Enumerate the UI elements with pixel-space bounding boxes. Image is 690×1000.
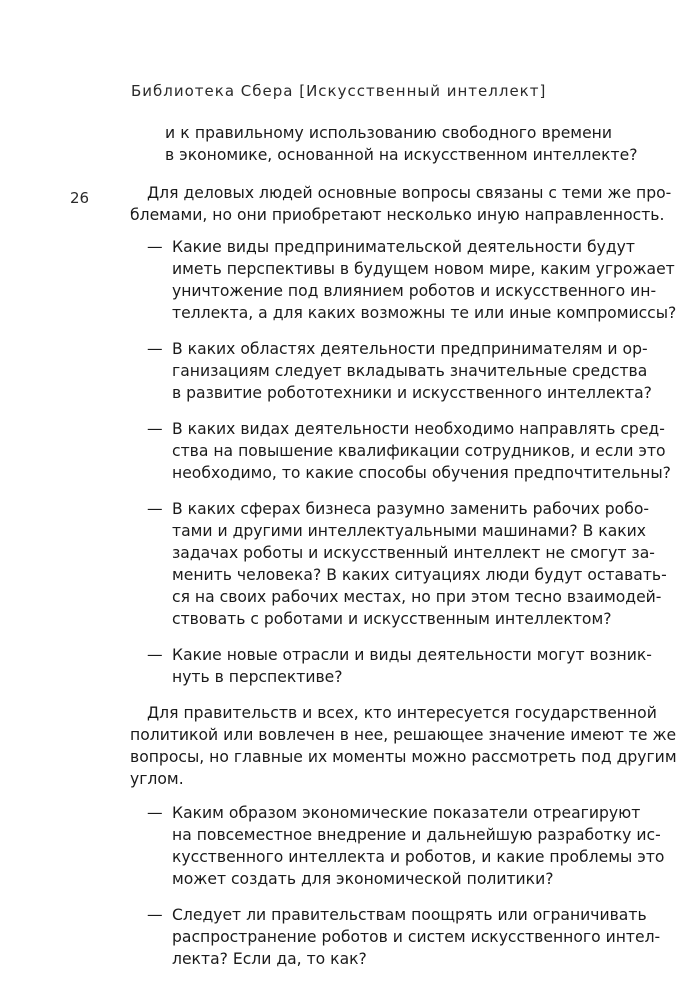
page-body	[130, 122, 677, 984]
dash-marker: —	[147, 646, 163, 664]
text-line: блемами, но они приобретают несколько иную направленность.	[130, 206, 665, 224]
text-line: может создать для экономической политики?	[172, 870, 554, 888]
running-header: Библиотека Сбера [Искусственный интеллект]	[131, 82, 547, 100]
list-item	[147, 338, 652, 404]
text-line: Каким образом экономические показатели отреагируют	[172, 804, 641, 822]
dash-marker: —	[147, 500, 163, 518]
text-line: ствовать с роботами и искусственным интеллектом?	[172, 610, 612, 628]
text-line: уничтожение под влиянием роботов и искусственного ин-	[172, 282, 657, 300]
text-line: В каких сферах бизнеса разумно заменить рабочих робо-	[172, 500, 649, 518]
dash-marker: —	[147, 238, 163, 256]
dash-marker: —	[147, 906, 163, 924]
text-line: вопросы, но главные их моменты можно рассмотреть под другим	[130, 748, 677, 766]
dash-marker: —	[147, 804, 163, 822]
text-line: ся на своих рабочих местах, но при этом тесно взаимодей-	[172, 588, 662, 606]
list-item	[147, 644, 652, 688]
text-line: в экономике, основанной на искусственном интеллекте?	[165, 146, 638, 164]
list-item	[147, 498, 667, 630]
list-item	[147, 418, 671, 484]
text-line: кусственного интеллекта и роботов, и какие проблемы это	[172, 848, 665, 866]
text-line: В каких видах деятельности необходимо направлять сред-	[172, 420, 665, 438]
list-item	[147, 904, 661, 970]
text-line: и к правильному использованию свободного времени	[165, 124, 612, 142]
text-line: Какие новые отрасли и виды деятельности могут возник-	[172, 646, 652, 664]
text-line: углом.	[130, 770, 184, 788]
continuation-paragraph	[147, 122, 638, 166]
text-line: Для деловых людей основные вопросы связаны с теми же про-	[147, 184, 672, 202]
text-line: Какие виды предпринимательской деятельности будут	[172, 238, 635, 256]
text-line: лекта? Если да, то как?	[172, 950, 367, 968]
text-line: политикой или вовлечен в нее, решающее значение имеют те же	[130, 726, 677, 744]
text-line: менить человека? В каких ситуациях люди будут оставать-	[172, 566, 667, 584]
list-item	[147, 236, 677, 324]
text-line: ства на повышение квалификации сотрудников, и если это	[172, 442, 666, 460]
text-line: нуть в перспективе?	[172, 668, 343, 686]
dash-marker: —	[147, 340, 163, 358]
text-line: ганизациям следует вкладывать значительные средства	[172, 362, 648, 380]
paragraph-business	[130, 182, 672, 226]
text-line: Следует ли правительствам поощрять или ограничивать	[172, 906, 647, 924]
text-line: тами и другими интеллектуальными машинами? В каких	[172, 522, 647, 540]
dash-marker: —	[147, 420, 163, 438]
text-line: распространение роботов и систем искусственного интел-	[172, 928, 661, 946]
text-line: в развитие робототехники и искусственного интеллекта?	[172, 384, 652, 402]
paragraph-government	[130, 702, 677, 790]
text-line: на повсеместное внедрение и дальнейшую разработку ис-	[172, 826, 661, 844]
text-line: Для правительств и всех, кто интересуется государственной	[147, 704, 657, 722]
text-line: В каких областях деятельности предпринимателям и ор-	[172, 340, 648, 358]
text-line: необходимо, то какие способы обучения предпочтительны?	[172, 464, 671, 482]
text-line: теллекта, а для каких возможны те или иные компромиссы?	[172, 304, 677, 322]
list-item	[147, 802, 665, 890]
text-line: иметь перспективы в будущем новом мире, каким угрожает	[172, 260, 675, 278]
page-number: 26	[70, 189, 90, 207]
text-line: задачах роботы и искусственный интеллект не смогут за-	[172, 544, 655, 562]
